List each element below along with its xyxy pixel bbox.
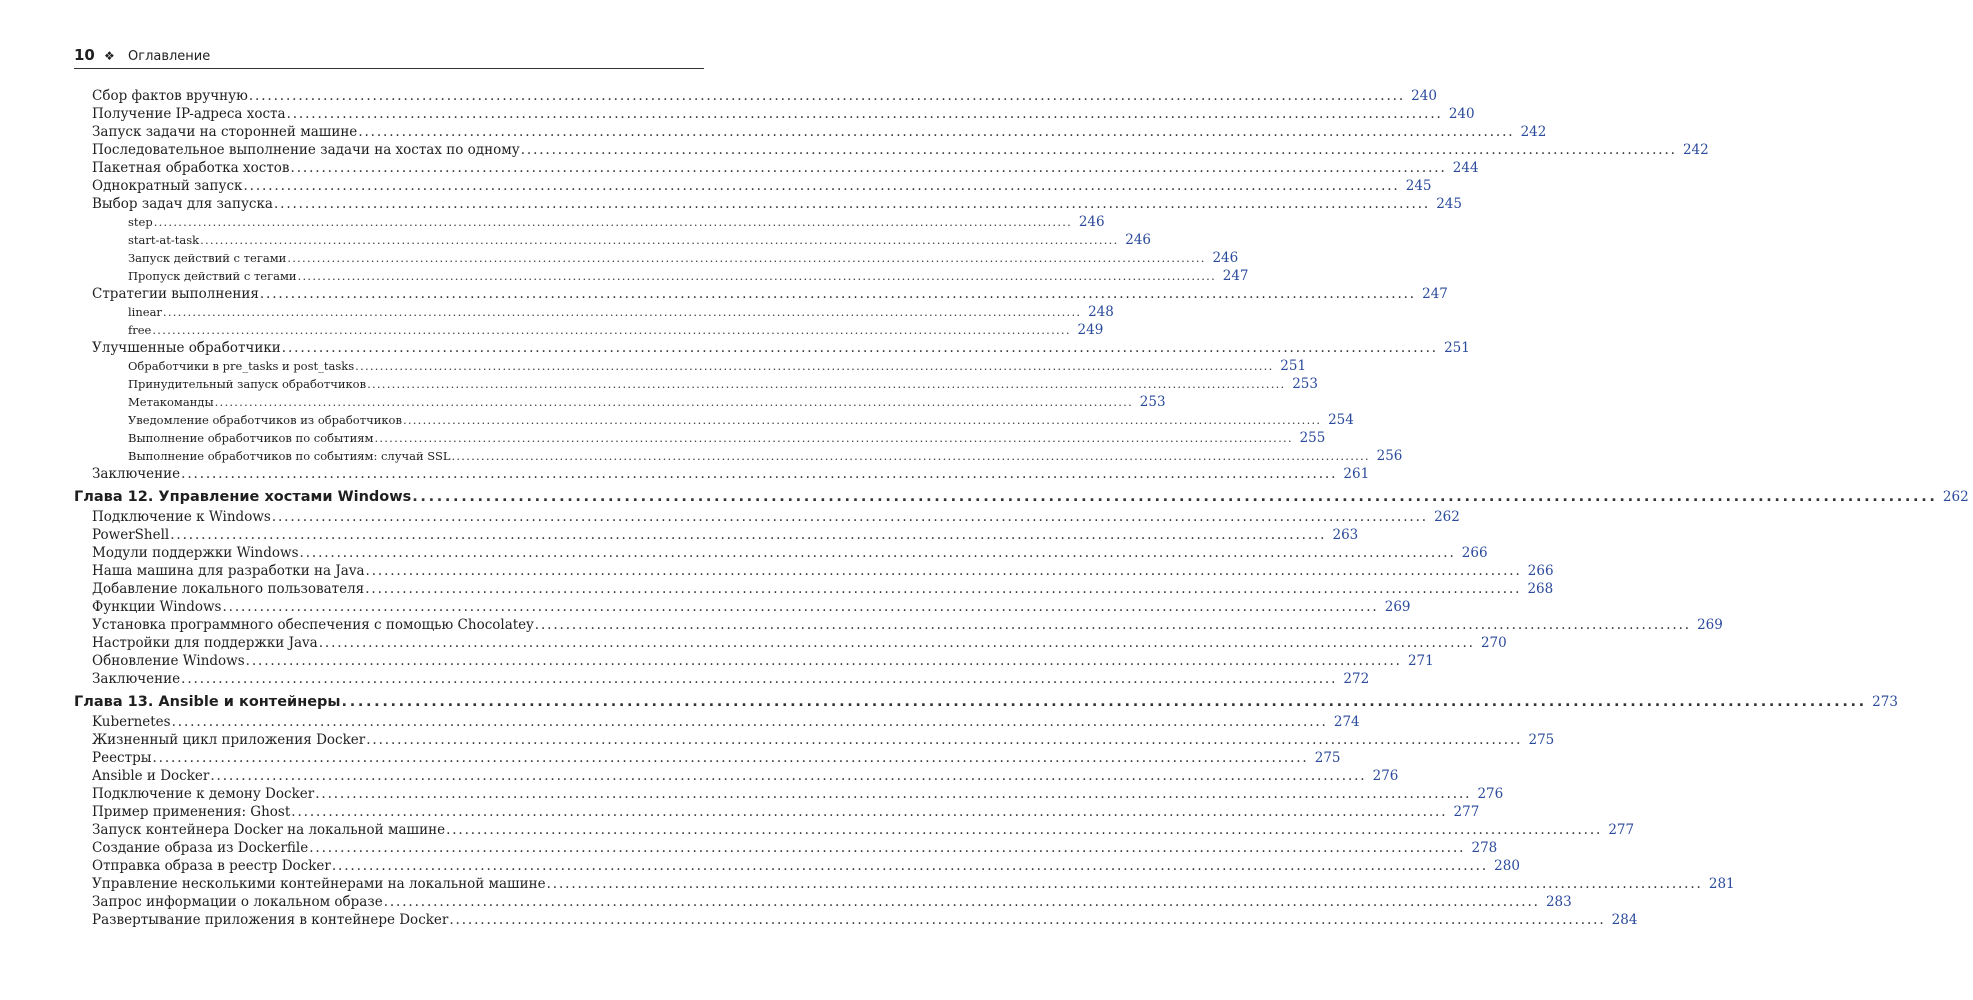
- toc-page-number[interactable]: 262: [1434, 509, 1460, 525]
- toc-page-number[interactable]: 245: [1405, 178, 1432, 194]
- toc-page-number[interactable]: 253: [1139, 394, 1166, 410]
- toc-entry[interactable]: [74, 894, 1572, 912]
- toc-entry[interactable]: [74, 250, 1239, 268]
- dot-leader: [298, 269, 1214, 283]
- toc-page-number[interactable]: 247: [1422, 286, 1448, 302]
- toc-entry-title: Установка программного обеспечения с помощью Chocolatey: [92, 617, 534, 633]
- toc-entry-title: Последовательное выполнение задачи на хостах по одному: [92, 142, 520, 158]
- toc-page-number[interactable]: 247: [1222, 268, 1249, 284]
- dot-leader: [291, 804, 1444, 820]
- toc-entry-title: Принудительный запуск обработчиков: [128, 377, 367, 391]
- toc-entry-title: Kubernetes: [92, 714, 171, 730]
- dot-leader: [309, 840, 1462, 856]
- dot-leader: [332, 858, 1485, 874]
- diamond-separator-icon: ❖: [104, 49, 115, 63]
- toc-page-number[interactable]: 268: [1527, 581, 1554, 597]
- table-of-contents: [74, 88, 1969, 930]
- dot-leader: [200, 233, 1116, 247]
- toc-entry[interactable]: [74, 599, 1411, 617]
- toc-entry-title: Реестры: [92, 750, 152, 766]
- toc-entry-title: Развертывание приложения в контейнере Docker: [92, 912, 449, 928]
- dot-leader: [170, 527, 1323, 543]
- toc-entry-title: Выполнение обработчиков по событиям: случай SSL: [128, 449, 451, 463]
- toc-page-number[interactable]: 266: [1527, 563, 1554, 579]
- dot-leader: [355, 359, 1271, 373]
- toc-chapter[interactable]: [74, 694, 1898, 714]
- dot-leader: [243, 178, 1396, 194]
- dot-leader: [547, 876, 1700, 892]
- dot-leader: [163, 305, 1079, 319]
- toc-entry[interactable]: [74, 786, 1504, 804]
- toc-entry[interactable]: [74, 340, 1470, 358]
- dot-leader: [403, 413, 1319, 427]
- toc-entry-title: free: [128, 323, 152, 337]
- dot-leader: [172, 714, 1325, 730]
- dot-leader: [300, 545, 1453, 561]
- dot-leader: [315, 786, 1468, 802]
- toc-entry-title: Стратегии выполнения: [92, 286, 259, 302]
- toc-entry[interactable]: [74, 545, 1488, 563]
- toc-page-number[interactable]: 246: [1078, 214, 1105, 230]
- toc-page-number[interactable]: 274: [1333, 714, 1360, 730]
- toc-entry[interactable]: [74, 178, 1432, 196]
- toc-entry[interactable]: [74, 124, 1547, 142]
- toc-page-number[interactable]: 262: [1942, 489, 1969, 505]
- dot-leader: [449, 912, 1602, 928]
- toc-entry-title: Запуск контейнера Docker на локальной машине: [92, 822, 446, 838]
- dot-leader: [272, 509, 1425, 525]
- toc-entry[interactable]: [74, 714, 1360, 732]
- toc-page-number[interactable]: 278: [1471, 840, 1498, 856]
- dot-leader: [358, 124, 1511, 140]
- toc-page-number[interactable]: 253: [1292, 376, 1318, 392]
- dot-leader: [210, 768, 1363, 784]
- toc-entry-title: step: [128, 215, 153, 229]
- dot-leader: [446, 822, 1599, 838]
- toc-entry[interactable]: [74, 448, 1403, 466]
- toc-entry[interactable]: [74, 671, 1370, 689]
- toc-page-number[interactable]: 281: [1708, 876, 1735, 892]
- dot-leader: [249, 88, 1402, 104]
- toc-entry-title: PowerShell: [92, 527, 170, 543]
- toc-entry-title: Пример применения: Ghost: [92, 804, 291, 820]
- toc-entry[interactable]: [74, 527, 1359, 545]
- dot-leader: [365, 581, 1518, 597]
- toc-entry[interactable]: [74, 840, 1498, 858]
- dot-leader: [366, 732, 1519, 748]
- toc-entry-title: Запуск действий с тегами: [128, 251, 287, 265]
- toc-entry[interactable]: [74, 322, 1104, 340]
- dot-leader: [287, 251, 1203, 265]
- toc-entry-title: Создание образа из Dockerfile: [92, 840, 309, 856]
- toc-entry-title: Получение IP-адреса хоста: [92, 106, 286, 122]
- toc-page-number[interactable]: 276: [1372, 768, 1399, 784]
- toc-page-number[interactable]: 242: [1520, 124, 1547, 140]
- toc-entry-title: linear: [128, 305, 162, 319]
- toc-entry[interactable]: [74, 804, 1480, 822]
- page-header: [74, 46, 704, 69]
- dot-leader: [152, 750, 1305, 766]
- dot-leader: [222, 599, 1375, 615]
- toc-entry-title: Запрос информации о локальном образе: [92, 894, 383, 910]
- toc-entry[interactable]: [74, 304, 1114, 322]
- toc-page-number[interactable]: 251: [1280, 358, 1307, 374]
- toc-entry-title: Улучшенные обработчики: [92, 340, 281, 356]
- toc-page-number[interactable]: 255: [1299, 430, 1326, 446]
- toc-entry[interactable]: [74, 430, 1326, 448]
- dot-leader: [152, 323, 1068, 337]
- toc-page-number[interactable]: 275: [1314, 750, 1341, 766]
- dot-leader: [374, 431, 1290, 445]
- toc-page-number[interactable]: 244: [1452, 160, 1479, 176]
- toc-entry[interactable]: [74, 563, 1554, 581]
- toc-entry-title: Настройки для поддержки Java: [92, 635, 318, 651]
- toc-page-number[interactable]: 275: [1528, 732, 1555, 748]
- toc-page-number[interactable]: 271: [1407, 653, 1434, 669]
- dot-leader: [535, 617, 1688, 633]
- dot-leader: [181, 466, 1334, 482]
- toc-entry[interactable]: [74, 286, 1448, 304]
- toc-page-number[interactable]: 242: [1682, 142, 1709, 158]
- toc-entry-title: Выполнение обработчиков по событиям: [128, 431, 374, 445]
- toc-entry[interactable]: [74, 876, 1735, 894]
- toc-entry[interactable]: [74, 376, 1318, 394]
- toc-entry-title: Заключение: [92, 671, 181, 687]
- toc-page-number[interactable]: 283: [1545, 894, 1572, 910]
- dot-leader: [412, 489, 1933, 505]
- toc-entry-title: Жизненный цикл приложения Docker: [92, 732, 366, 748]
- toc-page-number[interactable]: 256: [1376, 448, 1403, 464]
- toc-entry[interactable]: [74, 466, 1370, 484]
- dot-leader: [274, 196, 1427, 212]
- toc-entry[interactable]: [74, 214, 1105, 232]
- toc-page-number[interactable]: 261: [1343, 466, 1370, 482]
- toc-entry-title: Заключение: [92, 466, 181, 482]
- toc-page-number[interactable]: 269: [1384, 599, 1411, 615]
- toc-entry-title: Управление несколькими контейнерами на локальной машине: [92, 876, 546, 892]
- toc-entry-title: Добавление локального пользователя: [92, 581, 365, 597]
- toc-page-number[interactable]: 249: [1077, 322, 1104, 338]
- toc-entry[interactable]: [74, 617, 1723, 635]
- page-number: 10: [74, 46, 95, 64]
- toc-entry-title: Функции Windows: [92, 599, 222, 615]
- toc-page-number[interactable]: 280: [1494, 858, 1520, 874]
- toc-page-number[interactable]: 266: [1461, 545, 1488, 561]
- toc-entry[interactable]: [74, 653, 1434, 671]
- toc-page-number[interactable]: 246: [1125, 232, 1152, 248]
- toc-entry-title: Подключение к демону Docker: [92, 786, 315, 802]
- toc-page-number[interactable]: 240: [1448, 106, 1475, 122]
- dot-leader: [521, 142, 1674, 158]
- dot-leader: [246, 653, 1399, 669]
- toc-entry[interactable]: [74, 394, 1166, 412]
- toc-entry[interactable]: [74, 822, 1635, 840]
- toc-entry-title: Обработчики в pre_tasks и post_tasks: [128, 359, 355, 373]
- toc-entry-title: Запуск задачи на сторонней машине: [92, 124, 358, 140]
- toc-entry-title: Выбор задач для запуска: [92, 196, 273, 212]
- toc-entry-title: Пропуск действий с тегами: [128, 269, 297, 283]
- toc-entry-title: Метакоманды: [128, 395, 214, 409]
- dot-leader: [367, 377, 1283, 391]
- toc-page-number[interactable]: 246: [1212, 250, 1239, 266]
- dot-leader: [451, 449, 1367, 463]
- toc-entry-title: start-at-task: [128, 233, 200, 247]
- toc-page-number[interactable]: 276: [1477, 786, 1504, 802]
- toc-entry-title: Подключение к Windows: [92, 509, 271, 525]
- toc-page-number[interactable]: 248: [1088, 304, 1114, 320]
- toc-entry[interactable]: [74, 635, 1507, 653]
- toc-entry[interactable]: [74, 106, 1475, 124]
- toc-entry-title: Глава 12. Управление хостами Windows: [74, 489, 412, 505]
- dot-leader: [287, 106, 1440, 122]
- toc-entry-title: Сбор фактов вручную: [92, 88, 248, 104]
- dot-leader: [384, 894, 1537, 910]
- toc-entry-title: Наша машина для разработки на Java: [92, 563, 365, 579]
- toc-entry[interactable]: [74, 268, 1249, 286]
- dot-leader: [319, 635, 1472, 651]
- toc-entry[interactable]: [74, 196, 1462, 214]
- toc-entry-title: Уведомление обработчиков из обработчиков: [128, 413, 402, 427]
- dot-leader: [291, 160, 1444, 176]
- dot-leader: [181, 671, 1334, 687]
- toc-entry-title: Обновление Windows: [92, 653, 245, 669]
- toc-entry[interactable]: [74, 912, 1638, 930]
- toc-entry[interactable]: [74, 581, 1554, 599]
- toc-page-number[interactable]: 245: [1436, 196, 1462, 212]
- toc-page-number[interactable]: 251: [1444, 340, 1470, 356]
- toc-page-number[interactable]: 269: [1697, 617, 1723, 633]
- toc-entry[interactable]: [74, 142, 1709, 160]
- toc-entry-title: Модули поддержки Windows: [92, 545, 299, 561]
- toc-page-number[interactable]: 273: [1872, 694, 1898, 710]
- dot-leader: [260, 286, 1413, 302]
- toc-page-number[interactable]: 277: [1453, 804, 1480, 820]
- toc-chapter[interactable]: [74, 489, 1969, 509]
- toc-entry-title: Ansible и Docker: [92, 768, 210, 784]
- toc-entry[interactable]: [74, 160, 1479, 178]
- toc-entry[interactable]: [74, 358, 1307, 376]
- toc-entry[interactable]: [74, 509, 1460, 527]
- toc-entry[interactable]: [74, 750, 1341, 768]
- toc-entry[interactable]: [74, 732, 1555, 750]
- dot-leader: [215, 395, 1131, 409]
- dot-leader: [282, 340, 1435, 356]
- toc-page-number[interactable]: 254: [1328, 412, 1354, 428]
- running-title: Оглавление: [128, 49, 211, 64]
- toc-page-number[interactable]: 270: [1480, 635, 1507, 651]
- toc-entry[interactable]: [74, 858, 1520, 876]
- dot-leader: [154, 215, 1070, 229]
- toc-entry-title: Пакетная обработка хостов: [92, 160, 290, 176]
- toc-page-number[interactable]: 277: [1608, 822, 1635, 838]
- toc-entry-title: Однократный запуск: [92, 178, 243, 194]
- dot-leader: [366, 563, 1519, 579]
- dot-leader: [342, 694, 1863, 710]
- toc-page-number[interactable]: 240: [1411, 88, 1437, 104]
- toc-entry[interactable]: [74, 412, 1354, 430]
- toc-entry[interactable]: [74, 88, 1437, 106]
- toc-entry[interactable]: [74, 232, 1152, 250]
- toc-entry-title: Отправка образа в реестр Docker: [92, 858, 331, 874]
- toc-entry-title: Глава 13. Ansible и контейнеры: [74, 694, 341, 710]
- toc-page-number[interactable]: 272: [1343, 671, 1370, 687]
- toc-page-number[interactable]: 263: [1332, 527, 1359, 543]
- toc-page-number[interactable]: 284: [1611, 912, 1638, 928]
- toc-entry[interactable]: [74, 768, 1399, 786]
